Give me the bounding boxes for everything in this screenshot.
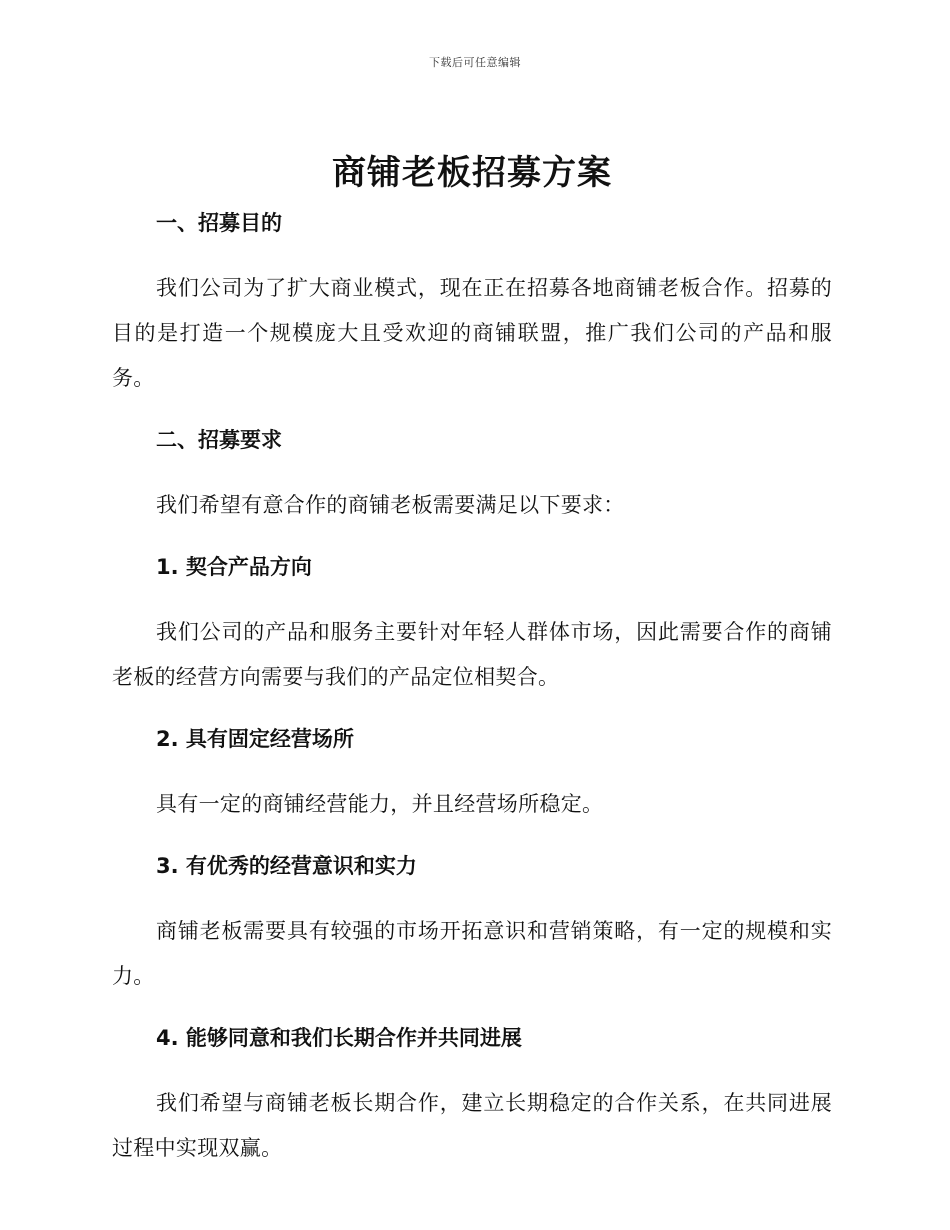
- header-note: 下载后可任意编辑: [429, 56, 521, 69]
- paragraph-requirements-intro: 我们希望有意合作的商铺老板需要满足以下要求：: [156, 493, 625, 517]
- requirement-heading-4: 4. 能够同意和我们长期合作并共同进展: [156, 1026, 522, 1050]
- requirement-paragraph-4: 我们希望与商铺老板长期合作，建立长期稳定的合作关系，在共同进展过程中实现双赢。: [112, 1091, 832, 1160]
- document-title: 商铺老板招募方案: [332, 153, 612, 193]
- requirement-paragraph-3: 商铺老板需要具有较强的市场开拓意识和营销策略，有一定的规模和实力。: [112, 919, 832, 988]
- document-body: [112, 148, 832, 1195]
- paragraph-purpose: 我们公司为了扩大商业模式，现在正在招募各地商铺老板合作。招募的目的是打造一个规模庞大且受欢迎的商铺联盟，推广我们公司的产品和服务。: [112, 276, 832, 390]
- requirement-paragraph-1: 我们公司的产品和服务主要针对年轻人群体市场，因此需要合作的商铺老板的经营方向需要与我们的产品定位相契合。: [112, 620, 832, 689]
- requirement-heading-3: 3. 有优秀的经营意识和实力: [156, 854, 417, 878]
- section-heading-purpose: 一、招募目的: [156, 211, 282, 235]
- section-heading-requirements: 二、招募要求: [156, 428, 282, 452]
- requirement-paragraph-2: 具有一定的商铺经营能力，并且经营场所稳定。: [156, 792, 604, 816]
- requirement-heading-1: 1. 契合产品方向: [156, 555, 312, 579]
- requirement-heading-2: 2. 具有固定经营场所: [156, 727, 354, 751]
